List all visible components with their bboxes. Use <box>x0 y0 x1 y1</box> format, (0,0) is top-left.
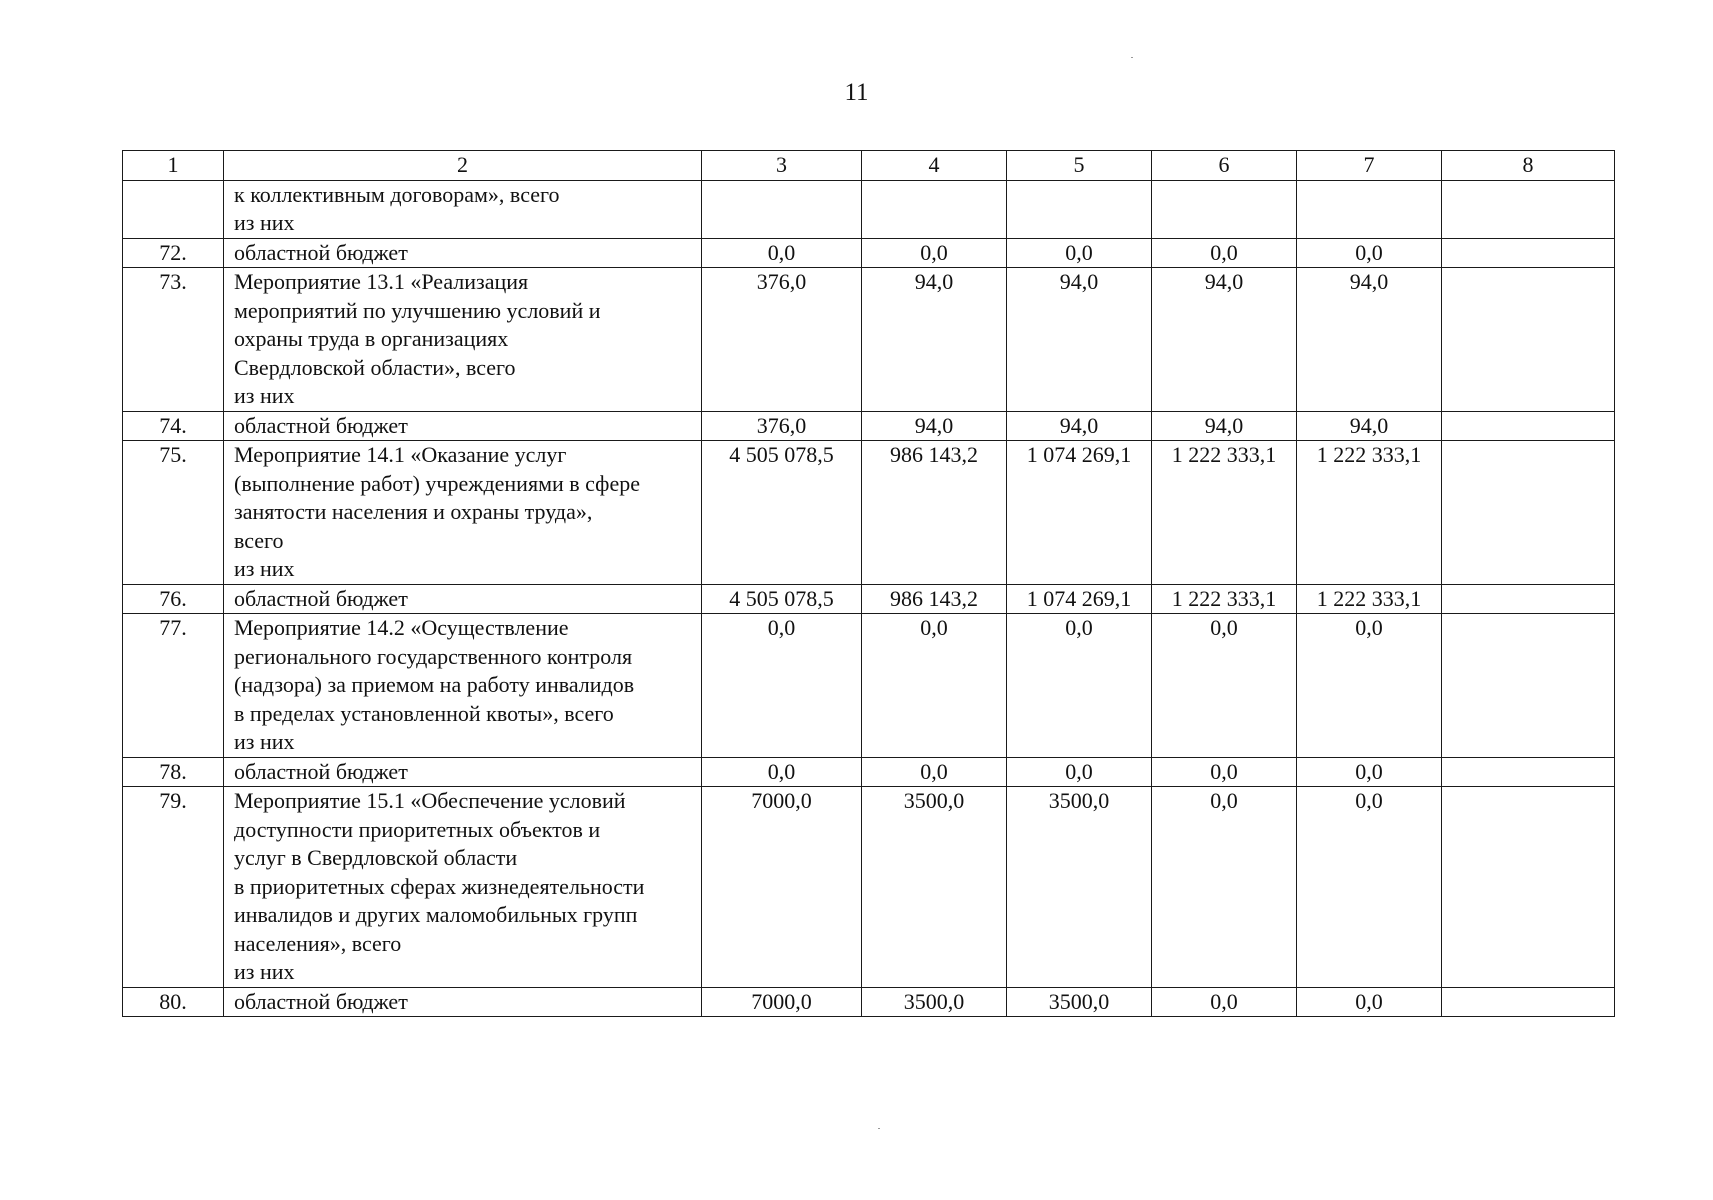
value-cell-col-7: 0,0 <box>1297 987 1442 1017</box>
table-row <box>123 757 1615 787</box>
item-name-line: в пределах установленной квоты», всего <box>234 700 614 726</box>
value-cell-col-4: 3500,0 <box>862 987 1007 1017</box>
table-row <box>123 411 1615 441</box>
value-cell-col-5: 94,0 <box>1007 411 1152 441</box>
item-name-line: Мероприятие 13.1 «Реализация <box>234 269 529 294</box>
value-cell-col-8 <box>1442 757 1615 787</box>
value-cell-col-6: 1 222 333,1 <box>1152 584 1297 614</box>
item-name-line: из них <box>234 556 295 581</box>
item-name-line: Свердловской области», всего <box>234 354 516 380</box>
item-name-line: из них <box>234 210 295 235</box>
item-name-cell <box>224 987 702 1017</box>
item-name-line: Мероприятие 15.1 «Обеспечение условий <box>234 788 626 813</box>
value-cell-col-5: 1 074 269,1 <box>1007 584 1152 614</box>
value-cell-col-8 <box>1442 411 1615 441</box>
scan-speck <box>878 1128 880 1129</box>
value-cell-col-3: 4 505 078,5 <box>702 441 862 585</box>
value-cell-col-8 <box>1442 987 1615 1017</box>
item-name-line: населения», всего <box>234 930 402 956</box>
item-name-line: (надзора) за приемом на работу инвалидов <box>234 672 635 697</box>
value-cell-col-7: 0,0 <box>1297 757 1442 787</box>
item-name-line: из них <box>234 729 295 754</box>
table-row <box>123 238 1615 268</box>
item-name-line: всего <box>234 527 284 553</box>
row-number-cell <box>123 180 224 238</box>
value-cell-col-3: 4 505 078,5 <box>702 584 862 614</box>
item-name-cell <box>224 268 702 412</box>
item-name-line: услуг в Свердловской области <box>234 845 518 870</box>
table-row <box>123 787 1615 988</box>
value-cell-col-8 <box>1442 787 1615 988</box>
value-cell-col-4: 3500,0 <box>862 787 1007 988</box>
value-cell-col-6 <box>1152 180 1297 238</box>
value-cell-col-6: 1 222 333,1 <box>1152 441 1297 585</box>
row-number-cell: 75. <box>123 441 224 585</box>
value-cell-col-5: 3500,0 <box>1007 787 1152 988</box>
item-name-line: занятости населения и охраны труда», <box>234 499 593 524</box>
value-cell-col-3: 376,0 <box>702 411 862 441</box>
value-cell-col-6: 0,0 <box>1152 987 1297 1017</box>
table-row <box>123 614 1615 758</box>
value-cell-col-5: 94,0 <box>1007 268 1152 412</box>
header-cell: 2 <box>224 151 702 181</box>
value-cell-col-7: 0,0 <box>1297 787 1442 988</box>
item-name-cell <box>224 787 702 988</box>
item-name-line: Мероприятие 14.2 «Осуществление <box>234 615 569 640</box>
value-cell-col-8 <box>1442 441 1615 585</box>
row-number-cell: 80. <box>123 987 224 1017</box>
table-row <box>123 441 1615 585</box>
value-cell-col-5: 0,0 <box>1007 238 1152 268</box>
header-cell: 7 <box>1297 151 1442 181</box>
value-cell-col-4 <box>862 180 1007 238</box>
value-cell-col-8 <box>1442 238 1615 268</box>
item-name-line: инвалидов и других маломобильных групп <box>234 902 638 927</box>
row-number-cell: 78. <box>123 757 224 787</box>
item-name-line: доступности приоритетных объектов и <box>234 816 601 842</box>
value-cell-col-6: 0,0 <box>1152 787 1297 988</box>
item-name-line: Мероприятие 14.1 «Оказание услуг <box>234 442 567 467</box>
item-name-cell <box>224 614 702 758</box>
item-name-cell <box>224 441 702 585</box>
table-row <box>123 180 1615 238</box>
value-cell-col-6: 0,0 <box>1152 614 1297 758</box>
value-cell-col-8 <box>1442 584 1615 614</box>
value-cell-col-3: 0,0 <box>702 614 862 758</box>
item-name-line: в приоритетных сферах жизнедеятельности <box>234 873 645 899</box>
item-name-line: областной бюджет <box>234 758 408 784</box>
table-header-row <box>123 151 1615 181</box>
row-number-cell: 74. <box>123 411 224 441</box>
item-name-cell <box>224 411 702 441</box>
item-name-line: областной бюджет <box>234 585 408 611</box>
table-row <box>123 268 1615 412</box>
item-name-line: областной бюджет <box>234 988 408 1014</box>
header-cell: 5 <box>1007 151 1152 181</box>
header-cell: 8 <box>1442 151 1615 181</box>
item-name-line: областной бюджет <box>234 239 408 265</box>
value-cell-col-8 <box>1442 614 1615 758</box>
page-number: 11 <box>844 79 869 106</box>
value-cell-col-7 <box>1297 180 1442 238</box>
value-cell-col-7: 0,0 <box>1297 614 1442 758</box>
budget-table <box>122 150 1615 1017</box>
item-name-cell <box>224 238 702 268</box>
row-number-cell: 72. <box>123 238 224 268</box>
value-cell-col-5: 3500,0 <box>1007 987 1152 1017</box>
value-cell-col-5: 0,0 <box>1007 614 1152 758</box>
item-name-line: областной бюджет <box>234 412 408 438</box>
value-cell-col-7: 94,0 <box>1297 268 1442 412</box>
item-name-cell <box>224 584 702 614</box>
value-cell-col-6: 0,0 <box>1152 757 1297 787</box>
value-cell-col-6: 94,0 <box>1152 268 1297 412</box>
value-cell-col-8 <box>1442 268 1615 412</box>
header-cell: 3 <box>702 151 862 181</box>
value-cell-col-3: 0,0 <box>702 757 862 787</box>
value-cell-col-4: 94,0 <box>862 411 1007 441</box>
value-cell-col-4: 986 143,2 <box>862 441 1007 585</box>
value-cell-col-7: 0,0 <box>1297 238 1442 268</box>
value-cell-col-4: 0,0 <box>862 238 1007 268</box>
value-cell-col-3 <box>702 180 862 238</box>
item-name-line: к коллективным договорам», всего <box>234 181 560 207</box>
item-name-line: из них <box>234 383 295 408</box>
item-name-line: регионального государственного контроля <box>234 643 633 669</box>
value-cell-col-6: 0,0 <box>1152 238 1297 268</box>
value-cell-col-3: 7000,0 <box>702 787 862 988</box>
value-cell-col-4: 0,0 <box>862 757 1007 787</box>
header-cell: 6 <box>1152 151 1297 181</box>
value-cell-col-8 <box>1442 180 1615 238</box>
row-number-cell: 77. <box>123 614 224 758</box>
scan-speck <box>1131 57 1133 58</box>
value-cell-col-5: 0,0 <box>1007 757 1152 787</box>
row-number-cell: 76. <box>123 584 224 614</box>
value-cell-col-5: 1 074 269,1 <box>1007 441 1152 585</box>
value-cell-col-7: 1 222 333,1 <box>1297 584 1442 614</box>
value-cell-col-4: 986 143,2 <box>862 584 1007 614</box>
value-cell-col-4: 0,0 <box>862 614 1007 758</box>
table-row <box>123 584 1615 614</box>
item-name-line: (выполнение работ) учреждениями в сфере <box>234 470 640 496</box>
value-cell-col-7: 94,0 <box>1297 411 1442 441</box>
value-cell-col-3: 376,0 <box>702 268 862 412</box>
item-name-cell <box>224 180 702 238</box>
item-name-cell <box>224 757 702 787</box>
item-name-line: мероприятий по улучшению условий и <box>234 297 601 323</box>
value-cell-col-3: 7000,0 <box>702 987 862 1017</box>
table-body <box>123 151 1615 1017</box>
row-number-cell: 73. <box>123 268 224 412</box>
header-cell: 4 <box>862 151 1007 181</box>
value-cell-col-5 <box>1007 180 1152 238</box>
table-row <box>123 987 1615 1017</box>
value-cell-col-6: 94,0 <box>1152 411 1297 441</box>
value-cell-col-4: 94,0 <box>862 268 1007 412</box>
item-name-line: из них <box>234 959 295 984</box>
row-number-cell: 79. <box>123 787 224 988</box>
header-cell: 1 <box>123 151 224 181</box>
value-cell-col-7: 1 222 333,1 <box>1297 441 1442 585</box>
item-name-line: охраны труда в организациях <box>234 326 509 351</box>
value-cell-col-3: 0,0 <box>702 238 862 268</box>
